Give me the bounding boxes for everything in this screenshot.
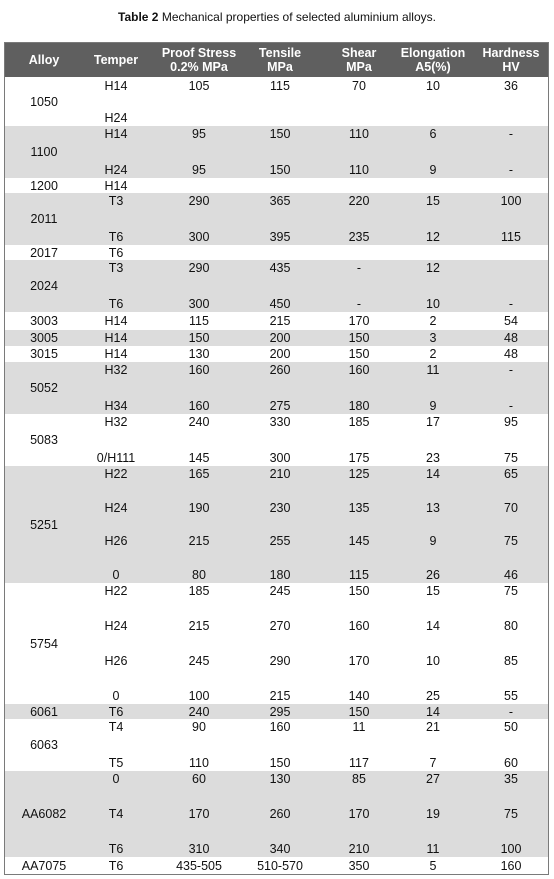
temper-cell: T5 bbox=[108, 756, 124, 770]
hard-cell: 50 bbox=[504, 720, 518, 734]
elong-cell: 21 bbox=[426, 720, 440, 734]
elong-cell: 9 bbox=[429, 163, 437, 177]
elong-cell: 9 bbox=[429, 534, 437, 549]
proof-cell: 150 bbox=[188, 331, 210, 345]
tensile-cell: 275 bbox=[269, 399, 291, 413]
hard-cell: 60 bbox=[504, 756, 518, 770]
alloy-cell: AA6082 bbox=[21, 807, 67, 821]
proof-cell: 95 bbox=[192, 163, 206, 177]
proof-cell: 130 bbox=[188, 347, 210, 361]
shear-cell: 85 bbox=[352, 772, 366, 786]
temper-cell: H32 bbox=[104, 415, 128, 429]
proof-cell: 160 bbox=[188, 363, 210, 377]
header-alloy-label: Alloy bbox=[28, 53, 60, 67]
header-temper bbox=[85, 43, 147, 77]
temper-cell: H24 bbox=[104, 500, 128, 515]
tensile-cell: 290 bbox=[269, 654, 291, 668]
proof-cell: 435-505 bbox=[176, 858, 222, 873]
temper-cell: 0 bbox=[112, 772, 120, 786]
proof-cell: 310 bbox=[188, 842, 210, 856]
tensile-cell: 150 bbox=[269, 127, 291, 141]
elong-cell: 11 bbox=[426, 842, 440, 856]
tensile-cell: 115 bbox=[270, 79, 290, 93]
tensile-cell: 200 bbox=[269, 331, 291, 345]
elong-cell: 6 bbox=[429, 127, 437, 141]
proof-cell: 240 bbox=[188, 704, 210, 719]
elong-cell: 25 bbox=[426, 689, 440, 703]
temper-cell: H14 bbox=[104, 79, 128, 93]
alloy-cell: 5251 bbox=[30, 517, 58, 532]
temper-cell: 0 bbox=[112, 568, 120, 582]
temper-cell: T6 bbox=[108, 297, 124, 311]
properties-table bbox=[4, 42, 549, 875]
shear-cell: 140 bbox=[348, 689, 370, 703]
header-temper-label: Temper bbox=[93, 53, 139, 67]
elong-cell: 14 bbox=[426, 619, 440, 633]
proof-cell: 160 bbox=[188, 399, 210, 413]
header-elongation-line1: Elongation bbox=[400, 46, 466, 60]
tensile-cell: 450 bbox=[269, 297, 291, 311]
temper-cell: H14 bbox=[104, 314, 128, 328]
tensile-cell: 260 bbox=[269, 363, 291, 377]
elong-cell: 10 bbox=[426, 79, 440, 93]
header-tensile-line1: Tensile bbox=[258, 46, 302, 60]
alloy-group bbox=[5, 583, 548, 704]
proof-cell: 90 bbox=[192, 720, 206, 734]
shear-cell: 110 bbox=[349, 127, 369, 141]
tensile-cell: 260 bbox=[269, 807, 291, 821]
elong-cell: 10 bbox=[426, 297, 440, 311]
elong-cell: 13 bbox=[426, 500, 440, 515]
tensile-cell: 160 bbox=[269, 720, 291, 734]
alloy-group bbox=[5, 330, 548, 346]
proof-cell: 165 bbox=[188, 467, 210, 481]
header-alloy bbox=[5, 43, 83, 77]
shear-cell: 150 bbox=[348, 584, 370, 598]
elong-cell: 10 bbox=[426, 654, 440, 668]
header-proof-line1: Proof Stress bbox=[161, 46, 237, 60]
temper-cell: T6 bbox=[108, 704, 124, 719]
tensile-cell: 215 bbox=[269, 314, 291, 328]
shear-cell: 170 bbox=[348, 654, 370, 668]
tensile-cell: 230 bbox=[269, 500, 291, 515]
temper-cell: H24 bbox=[104, 111, 128, 125]
alloy-group bbox=[5, 414, 548, 466]
shear-cell: 150 bbox=[348, 704, 370, 719]
elong-cell: 3 bbox=[429, 331, 437, 345]
elong-cell: 23 bbox=[426, 451, 440, 465]
alloy-cell: 1200 bbox=[30, 178, 58, 193]
tensile-cell: 215 bbox=[269, 689, 291, 703]
temper-cell: 0 bbox=[112, 689, 120, 703]
shear-cell: 70 bbox=[352, 79, 366, 93]
tensile-cell: 330 bbox=[269, 415, 291, 429]
proof-cell: 215 bbox=[188, 619, 210, 633]
shear-cell: 170 bbox=[348, 314, 370, 328]
tensile-cell: 180 bbox=[269, 568, 291, 582]
proof-cell: 105 bbox=[188, 79, 210, 93]
tensile-cell: 150 bbox=[269, 163, 291, 177]
alloy-group bbox=[5, 78, 548, 126]
proof-cell: 245 bbox=[188, 654, 210, 668]
elong-cell: 12 bbox=[426, 261, 440, 275]
header-hardness-line1: Hardness bbox=[482, 46, 540, 60]
proof-cell: 290 bbox=[188, 194, 210, 208]
table-caption bbox=[0, 10, 554, 24]
tensile-cell: 245 bbox=[269, 584, 291, 598]
shear-cell: 220 bbox=[348, 194, 370, 208]
header-shear bbox=[329, 43, 389, 77]
elong-cell: 27 bbox=[426, 772, 440, 786]
header-tensile bbox=[250, 43, 310, 77]
alloy-cell: 1100 bbox=[30, 145, 58, 159]
header-hardness-line2: HV bbox=[502, 60, 520, 74]
temper-cell: H22 bbox=[104, 467, 128, 481]
alloy-group bbox=[5, 193, 548, 245]
tensile-cell: 365 bbox=[269, 194, 291, 208]
hard-cell: 115 bbox=[501, 230, 521, 244]
alloy-cell: 5083 bbox=[30, 433, 58, 447]
alloy-cell: 6063 bbox=[30, 738, 58, 752]
tensile-cell: 150 bbox=[269, 756, 291, 770]
proof-cell: 80 bbox=[192, 568, 206, 582]
header-elongation bbox=[395, 43, 471, 77]
alloy-cell: AA7075 bbox=[21, 858, 67, 873]
hard-cell: 75 bbox=[504, 807, 518, 821]
temper-cell: T4 bbox=[108, 720, 124, 734]
alloy-cell: 3005 bbox=[30, 331, 58, 345]
alloy-group bbox=[5, 245, 548, 260]
proof-cell: 215 bbox=[188, 534, 210, 549]
shear-cell: 145 bbox=[348, 534, 370, 549]
temper-cell: H32 bbox=[104, 363, 128, 377]
header-tensile-line2: MPa bbox=[267, 60, 293, 74]
temper-cell: T6 bbox=[108, 842, 124, 856]
proof-cell: 185 bbox=[188, 584, 210, 598]
hard-cell: 95 bbox=[504, 415, 518, 429]
tensile-cell: 255 bbox=[269, 534, 291, 549]
shear-cell: 150 bbox=[348, 331, 370, 345]
header-proof-stress bbox=[153, 43, 245, 77]
shear-cell: 180 bbox=[348, 399, 370, 413]
shear-cell: 150 bbox=[348, 347, 370, 361]
elong-cell: 11 bbox=[426, 363, 440, 377]
hard-cell: 36 bbox=[504, 79, 518, 93]
elong-cell: 5 bbox=[429, 858, 437, 873]
hard-cell: 75 bbox=[504, 534, 518, 549]
hard-cell: - bbox=[508, 127, 514, 141]
tensile-cell: 435 bbox=[269, 261, 291, 275]
alloy-cell: 2017 bbox=[30, 245, 58, 260]
proof-cell: 300 bbox=[188, 230, 210, 244]
alloy-cell: 2024 bbox=[30, 279, 58, 293]
temper-cell: T4 bbox=[108, 807, 124, 821]
temper-cell: T3 bbox=[108, 194, 124, 208]
tensile-cell: 300 bbox=[269, 451, 291, 465]
shear-cell: - bbox=[356, 297, 362, 311]
header-shear-line1: Shear bbox=[341, 46, 377, 60]
temper-cell: H14 bbox=[104, 331, 128, 345]
caption-text: Mechanical properties of selected aluminium alloys. bbox=[161, 10, 436, 24]
shear-cell: 170 bbox=[348, 807, 370, 821]
caption-label: Table 2 bbox=[118, 10, 159, 24]
hard-cell: 75 bbox=[504, 584, 518, 598]
alloy-group bbox=[5, 126, 548, 178]
tensile-cell: 210 bbox=[269, 467, 291, 481]
alloy-group bbox=[5, 260, 548, 312]
alloy-group bbox=[5, 719, 548, 771]
shear-cell: 125 bbox=[348, 467, 370, 481]
temper-cell: H26 bbox=[104, 534, 128, 549]
proof-cell: 100 bbox=[188, 689, 210, 703]
proof-cell: 240 bbox=[188, 415, 210, 429]
elong-cell: 15 bbox=[426, 584, 440, 598]
tensile-cell: 395 bbox=[269, 230, 291, 244]
shear-cell: 235 bbox=[348, 230, 370, 244]
proof-cell: 95 bbox=[192, 127, 206, 141]
table-header bbox=[5, 43, 548, 77]
hard-cell: - bbox=[508, 399, 514, 413]
proof-cell: 290 bbox=[188, 261, 210, 275]
alloy-group bbox=[5, 312, 548, 330]
temper-cell: H24 bbox=[104, 163, 128, 177]
hard-cell: 85 bbox=[504, 654, 518, 668]
elong-cell: 2 bbox=[429, 347, 437, 361]
header-proof-line2: 0.2% MPa bbox=[170, 60, 228, 74]
tensile-cell: 200 bbox=[269, 347, 291, 361]
proof-cell: 145 bbox=[188, 451, 210, 465]
elong-cell: 7 bbox=[429, 756, 437, 770]
tensile-cell: 130 bbox=[269, 772, 291, 786]
alloy-group bbox=[5, 466, 548, 583]
hard-cell: 70 bbox=[504, 500, 518, 515]
hard-cell: - bbox=[508, 297, 514, 311]
tensile-cell: 270 bbox=[269, 619, 291, 633]
shear-cell: - bbox=[356, 261, 362, 275]
hard-cell: 75 bbox=[504, 451, 518, 465]
elong-cell: 2 bbox=[429, 314, 437, 328]
proof-cell: 110 bbox=[189, 756, 209, 770]
proof-cell: 170 bbox=[188, 807, 210, 821]
hard-cell: - bbox=[508, 163, 514, 177]
proof-cell: 115 bbox=[189, 314, 209, 328]
elong-cell: 9 bbox=[429, 399, 437, 413]
tensile-cell: 295 bbox=[269, 704, 291, 719]
temper-cell: T6 bbox=[108, 858, 124, 873]
hard-cell: 65 bbox=[504, 467, 518, 481]
temper-cell: T3 bbox=[108, 261, 124, 275]
temper-cell: H24 bbox=[104, 619, 128, 633]
shear-cell: 110 bbox=[349, 163, 369, 177]
shear-cell: 160 bbox=[348, 363, 370, 377]
shear-cell: 350 bbox=[348, 858, 370, 873]
shear-cell: 210 bbox=[348, 842, 370, 856]
alloy-cell: 3015 bbox=[30, 347, 58, 361]
proof-cell: 300 bbox=[188, 297, 210, 311]
alloy-group bbox=[5, 771, 548, 857]
alloy-cell: 5052 bbox=[30, 381, 58, 395]
shear-cell: 11 bbox=[352, 720, 366, 734]
shear-cell: 185 bbox=[348, 415, 370, 429]
elong-cell: 12 bbox=[426, 230, 440, 244]
temper-cell: H14 bbox=[104, 127, 128, 141]
elong-cell: 17 bbox=[426, 415, 440, 429]
elong-cell: 14 bbox=[426, 467, 440, 481]
alloy-cell: 2011 bbox=[30, 212, 58, 226]
temper-cell: H22 bbox=[104, 584, 128, 598]
tensile-cell: 340 bbox=[269, 842, 291, 856]
alloy-group bbox=[5, 704, 548, 719]
temper-cell: T6 bbox=[108, 230, 124, 244]
elong-cell: 19 bbox=[426, 807, 440, 821]
hard-cell: 80 bbox=[504, 619, 518, 633]
temper-cell: H26 bbox=[104, 654, 128, 668]
elong-cell: 14 bbox=[426, 704, 440, 719]
temper-cell: 0/H111 bbox=[96, 451, 136, 465]
hard-cell: 46 bbox=[504, 568, 518, 582]
shear-cell: 175 bbox=[348, 451, 370, 465]
proof-cell: 60 bbox=[192, 772, 206, 786]
hard-cell: 48 bbox=[504, 331, 518, 345]
hard-cell: 54 bbox=[504, 314, 518, 328]
alloy-cell: 1050 bbox=[30, 95, 58, 109]
tensile-cell: 510-570 bbox=[257, 858, 303, 873]
alloy-group bbox=[5, 346, 548, 362]
alloy-group bbox=[5, 178, 548, 193]
shear-cell: 160 bbox=[348, 619, 370, 633]
header-hardness bbox=[477, 43, 545, 77]
temper-cell: H14 bbox=[104, 178, 128, 193]
temper-cell: T6 bbox=[108, 245, 124, 260]
hard-cell: 48 bbox=[504, 347, 518, 361]
alloy-cell: 3003 bbox=[30, 314, 58, 328]
temper-cell: H14 bbox=[104, 347, 128, 361]
hard-cell: 100 bbox=[500, 842, 522, 856]
header-shear-line2: MPa bbox=[346, 60, 372, 74]
hard-cell: - bbox=[508, 704, 514, 719]
shear-cell: 135 bbox=[348, 500, 370, 515]
alloy-cell: 6061 bbox=[30, 704, 58, 719]
alloy-group bbox=[5, 362, 548, 414]
temper-cell: H34 bbox=[104, 399, 128, 413]
shear-cell: 117 bbox=[349, 756, 369, 770]
hard-cell: 55 bbox=[504, 689, 518, 703]
header-elongation-line2: A5(%) bbox=[415, 60, 451, 74]
alloy-cell: 5754 bbox=[30, 636, 58, 651]
elong-cell: 26 bbox=[426, 568, 440, 582]
hard-cell: 100 bbox=[500, 194, 522, 208]
elong-cell: 15 bbox=[426, 194, 440, 208]
alloy-group bbox=[5, 857, 548, 874]
hard-cell: 35 bbox=[504, 772, 518, 786]
hard-cell: 160 bbox=[500, 858, 522, 873]
proof-cell: 190 bbox=[188, 500, 210, 515]
hard-cell: - bbox=[508, 363, 514, 377]
shear-cell: 115 bbox=[349, 568, 369, 582]
